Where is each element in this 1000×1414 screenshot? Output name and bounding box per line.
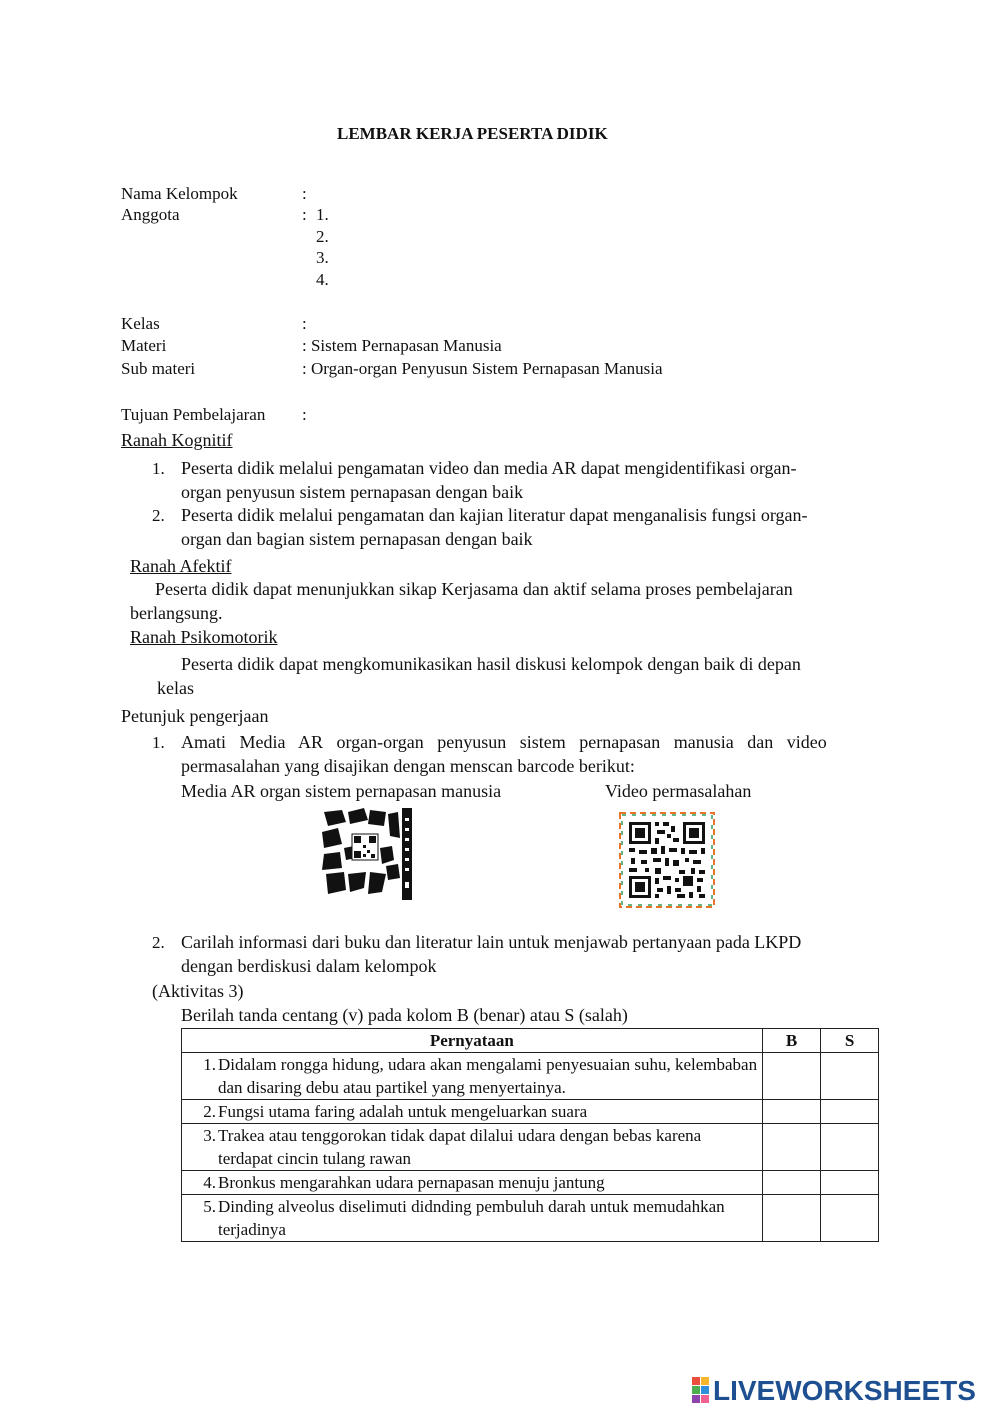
statement-cell xyxy=(182,1053,763,1100)
anggota-number: 1. xyxy=(316,205,329,224)
answer-s-cell[interactable] xyxy=(821,1124,879,1171)
statement-text: Dinding alveolus diselimuti didnding pembuluh darah untuk memudahkan terjadinya xyxy=(218,1197,725,1239)
anggota-colon: : xyxy=(302,205,307,224)
psikomotorik-text: Peserta didik dapat mengkomunikasikan hasil diskusi kelompok dengan baik di depan xyxy=(181,654,801,674)
liveworksheets-logo xyxy=(692,1375,976,1405)
afektif-text: Peserta didik dapat menunjukkan sikap Kerjasama dan aktif selama proses pembelajaran xyxy=(155,579,793,599)
answer-s-cell[interactable] xyxy=(821,1053,879,1100)
media-ar-label: Media AR organ sistem pernapasan manusia xyxy=(181,781,502,801)
table-row xyxy=(182,1053,879,1100)
anggota-number: 2. xyxy=(316,227,329,246)
answer-s-cell[interactable] xyxy=(821,1195,879,1242)
answer-b-cell[interactable] xyxy=(762,1171,821,1195)
statement-text: Trakea atau tenggorokan tidak dapat dilalui udara dengan bebas karena terdapat cincin tulang rawan xyxy=(218,1126,702,1168)
tujuan-colon: : xyxy=(302,405,307,424)
materi-value: : Sistem Pernapasan Manusia xyxy=(302,336,502,355)
kognitif-item-text: organ dan bagian sistem pernapasan dengan baik xyxy=(181,529,533,549)
tujuan-label: Tujuan Pembelajaran xyxy=(121,405,266,424)
answer-b-cell[interactable] xyxy=(762,1100,821,1124)
statement-number: 4. xyxy=(203,1173,216,1192)
sub-materi-value: : Organ-organ Penyusun Sistem Pernapasan Manusia xyxy=(302,359,663,378)
anggota-label: Anggota xyxy=(121,205,180,224)
video-label: Video permasalahan xyxy=(605,781,752,801)
answer-s-cell[interactable] xyxy=(821,1100,879,1124)
table-row xyxy=(182,1124,879,1171)
statement-cell xyxy=(182,1124,763,1171)
statement-number: 1. xyxy=(203,1055,216,1074)
statement-number: 5. xyxy=(203,1197,216,1216)
liveworksheets-logo-icon xyxy=(692,1377,709,1403)
afektif-text: berlangsung. xyxy=(130,603,223,623)
statement-cell xyxy=(182,1100,763,1124)
kognitif-item-number: 1. xyxy=(152,459,165,478)
answer-s-cell[interactable] xyxy=(821,1171,879,1195)
psikomotorik-heading: Ranah Psikomotorik xyxy=(130,627,278,647)
afektif-heading: Ranah Afektif xyxy=(130,556,232,576)
statement-table xyxy=(181,1028,879,1242)
page-title: LEMBAR KERJA PESERTA DIDIK xyxy=(337,124,608,143)
aktivitas-label: (Aktivitas 3) xyxy=(152,981,244,1001)
table-row xyxy=(182,1171,879,1195)
materi-label: Materi xyxy=(121,336,167,355)
nama-kelompok-colon: : xyxy=(302,184,307,203)
media-ar-qr-image[interactable] xyxy=(320,808,412,900)
petunjuk-item-text: dengan berdiskusi dalam kelompok xyxy=(181,956,437,976)
statement-number: 3. xyxy=(203,1126,216,1145)
b-header: B xyxy=(762,1029,821,1053)
statement-cell xyxy=(182,1195,763,1242)
petunjuk-item-number: 1. xyxy=(152,733,165,752)
s-header: S xyxy=(821,1029,879,1053)
statement-header: Pernyataan xyxy=(182,1029,763,1053)
answer-b-cell[interactable] xyxy=(762,1195,821,1242)
kognitif-item-text: Peserta didik melalui pengamatan video dan media AR dapat mengidentifikasi organ- xyxy=(181,458,797,478)
statement-cell xyxy=(182,1171,763,1195)
answer-b-cell[interactable] xyxy=(762,1124,821,1171)
anggota-number: 3. xyxy=(316,248,329,267)
statement-text: Fungsi utama faring adalah untuk mengeluarkan suara xyxy=(218,1102,588,1121)
nama-kelompok-label: Nama Kelompok xyxy=(121,184,238,203)
statement-text: Didalam rongga hidung, udara akan mengalami penyesuaian suhu, kelembaban dan disaring debu atau partikel yang menyertainya. xyxy=(218,1055,758,1097)
petunjuk-item-text: permasalahan yang disajikan dengan menscan barcode berikut: xyxy=(181,756,635,776)
statement-number: 2. xyxy=(203,1102,216,1121)
table-row xyxy=(182,1100,879,1124)
petunjuk-item-text: Carilah informasi dari buku dan literatur lain untuk menjawab pertanyaan pada LKPD xyxy=(181,932,802,952)
kelas-colon: : xyxy=(302,314,307,333)
kognitif-item-text: organ penyusun sistem pernapasan dengan baik xyxy=(181,482,524,502)
answer-b-cell[interactable] xyxy=(762,1053,821,1100)
kognitif-item-number: 2. xyxy=(152,506,165,525)
kelas-label: Kelas xyxy=(121,314,160,333)
statement-text: Bronkus mengarahkan udara pernapasan menuju jantung xyxy=(218,1173,605,1192)
psikomotorik-text: kelas xyxy=(157,678,194,698)
kognitif-item-text: Peserta didik melalui pengamatan dan kajian literatur dapat menganalisis fungsi organ- xyxy=(181,505,808,525)
kognitif-heading: Ranah Kognitif xyxy=(121,430,233,450)
liveworksheets-logo-text: LIVEWORKSHEETS xyxy=(713,1374,976,1406)
table-header-row xyxy=(182,1029,879,1053)
sub-materi-label: Sub materi xyxy=(121,359,196,378)
petunjuk-item-text: Amati Media AR organ-organ penyusun sistem pernapasan manusia dan video xyxy=(181,732,827,752)
table-row xyxy=(182,1195,879,1242)
anggota-number: 4. xyxy=(316,270,329,289)
video-qr-code[interactable] xyxy=(619,812,715,908)
petunjuk-item-number: 2. xyxy=(152,933,165,952)
petunjuk-heading: Petunjuk pengerjaan xyxy=(121,706,269,726)
aktivitas-instruction: Berilah tanda centang (v) pada kolom B (benar) atau S (salah) xyxy=(181,1005,628,1025)
